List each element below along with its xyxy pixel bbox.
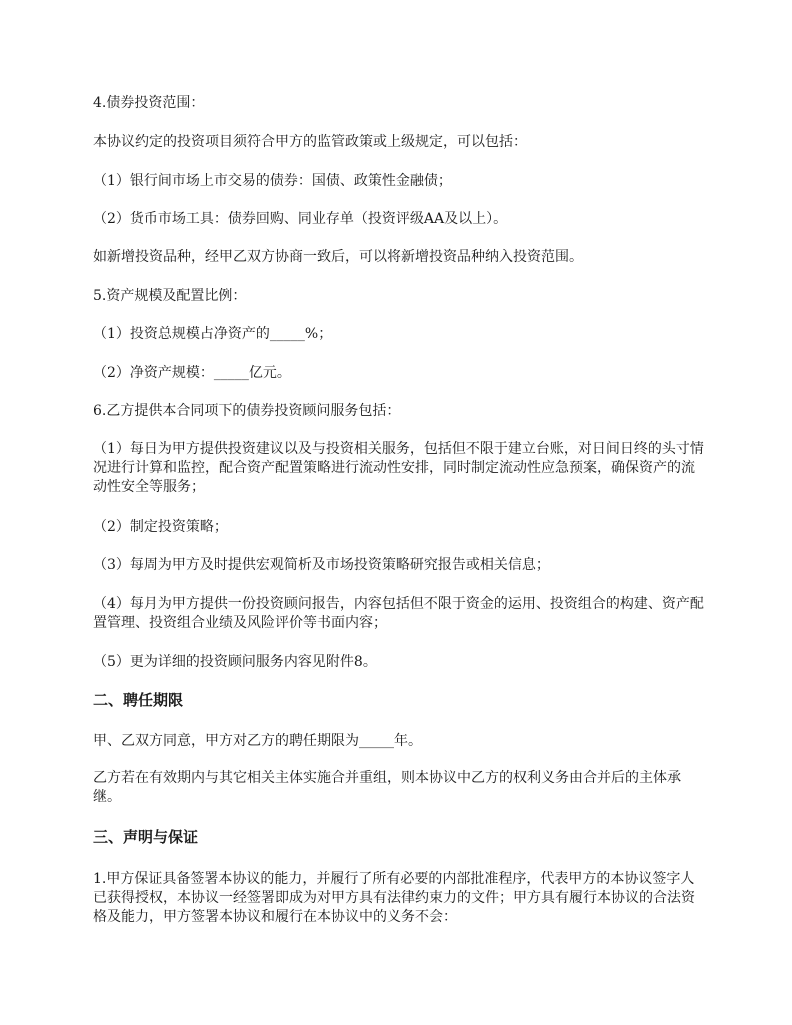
item-4-heading: 4.债券投资范围：: [93, 95, 205, 111]
list-item: （2）制定投资策略；: [93, 519, 228, 535]
list-item: （1）银行间市场上市交易的债券：国债、政策性金融债；: [93, 173, 452, 189]
section-heading-term: 二、聘任期限: [93, 691, 184, 709]
list-item: （4）每月为甲方提供一份投资顾问报告，内容包括但不限于资金的运用、投资组合的构建、资产配置管理、投资组合业绩及风险评价等书面内容；: [93, 596, 704, 631]
paragraph: 乙方若在有效期内与其它相关主体实施合并重组，则本协议中乙方的权利义务由合并后的主体承继。: [93, 770, 681, 805]
list-item: （1）投资总规模占净资产的_____%；: [93, 326, 333, 342]
section-heading-declarations: 三、声明与保证: [93, 828, 199, 846]
paragraph: 本协议约定的投资项目须符合甲方的监管政策或上级规定，可以包括：: [93, 134, 527, 150]
list-item: （2）货币市场工具：债券回购、同业存单（投资评级AA及以上）。: [93, 211, 508, 227]
paragraph: 1.甲方保证具备签署本协议的能力，并履行了所有必要的内部批准程序，代表甲方的本协议签字人已获得授权，本协议一经签署即成为对甲方具有法律约束力的文件；甲方具有履行本协议的合法资格及能力，甲方签署本协议和履行在本协议中的义务不会：: [93, 871, 695, 925]
list-item: （1）每日为甲方提供投资建议以及与投资相关服务，包括但不限于建立台账，对日间日终的头寸情况进行计算和监控，配合资产配置策略进行流动性安排，同时制定流动性应急预案，确保资产的流动性安全等服务；: [93, 441, 704, 495]
paragraph: 如新增投资品种，经甲乙双方协商一致后，可以将新增投资品种纳入投资范围。: [93, 249, 583, 265]
list-item: （3）每周为甲方及时提供宏观简析及市场投资策略研究报告或相关信息；: [93, 557, 550, 573]
list-item: （5）更为详细的投资顾问服务内容见附件8。: [93, 654, 377, 670]
item-6-heading: 6.乙方提供本合同项下的债券投资顾问服务包括：: [93, 403, 401, 419]
item-5-heading: 5.资产规模及配置比例：: [93, 288, 247, 304]
list-item: （2）净资产规模：_____亿元。: [93, 365, 291, 381]
paragraph: 甲、乙双方同意，甲方对乙方的聘任期限为_____年。: [93, 733, 422, 749]
